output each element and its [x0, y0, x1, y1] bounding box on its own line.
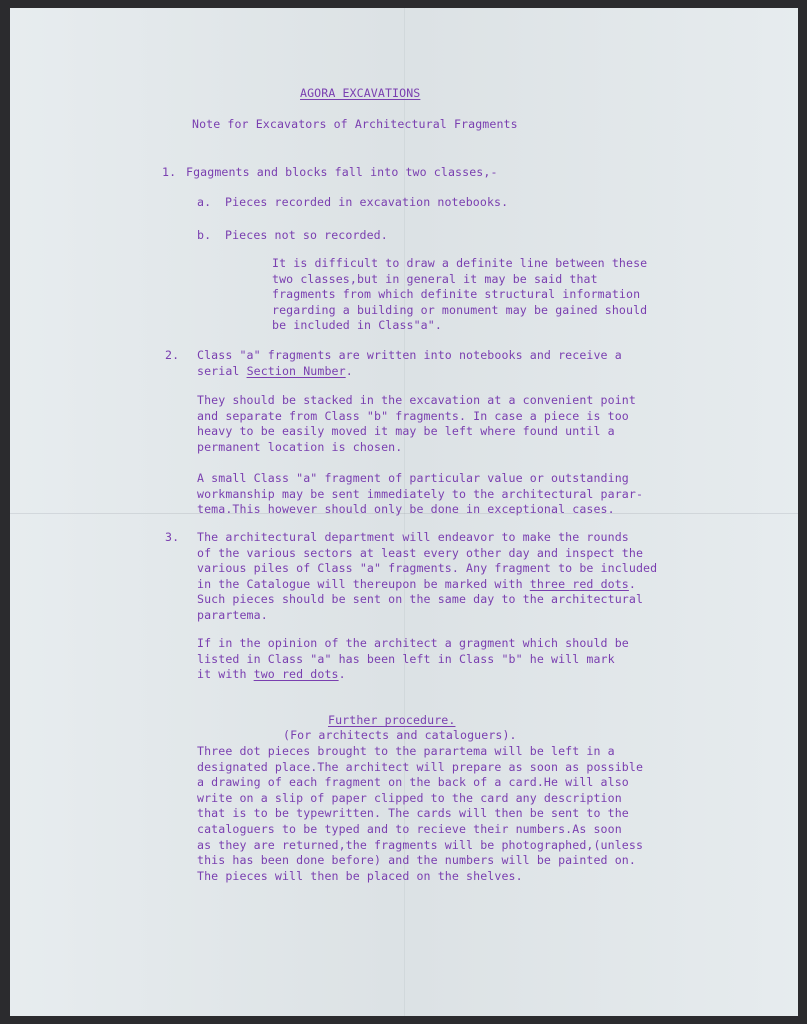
- text-line: that is to be typewritten. The cards will then be sent to the: [197, 806, 629, 821]
- section1-intro: Fgagments and blocks fall into two classes,-: [186, 165, 498, 179]
- text-line: It is difficult to draw a definite line between these: [272, 256, 648, 270]
- text-fragment: .: [628, 576, 636, 591]
- page-title: AGORA EXCAVATIONS: [300, 86, 421, 100]
- two-red-dots-term: two red dots: [253, 667, 339, 682]
- text-line: this has been done before) and the numbers will be painted on.: [197, 853, 636, 868]
- section1-note: [272, 256, 647, 334]
- text-line: Three dot pieces brought to the parartema will be left in a: [197, 744, 615, 758]
- text-line: regarding a building or monument may be gained should: [272, 302, 648, 317]
- section1-number: 1.: [162, 165, 177, 179]
- text-line: two classes,but in general it may be said that: [272, 271, 598, 286]
- further-subheading: (For architects and cataloguers).: [283, 728, 517, 742]
- page-subtitle: Note for Excavators of Architectural Fragments: [192, 117, 518, 131]
- item-a-marker: a.: [197, 195, 212, 209]
- text-line: The pieces will then be placed on the shelves.: [197, 868, 523, 883]
- item-a-text: Pieces recorded in excavation notebooks.: [225, 195, 509, 209]
- section2-number: 2.: [165, 348, 180, 362]
- text-line: cataloguers to be typed and to recieve their numbers.As soon: [197, 821, 622, 836]
- text-line: designated place.The architect will prepare as soon as possible: [197, 759, 644, 774]
- further-body: [197, 744, 643, 884]
- section2-para3: [197, 471, 643, 518]
- text-line: and separate from Class "b" fragments. In case a piece is too: [197, 408, 629, 423]
- section3-number: 3.: [165, 530, 180, 544]
- text-line: tema.This however should only be done in exceptional cases.: [197, 502, 615, 517]
- text-line: [197, 577, 657, 593]
- text-line: write on a slip of paper clipped to the card any description: [197, 790, 622, 805]
- text-line: If in the opinion of the architect a gragment which should be: [197, 636, 629, 650]
- text-fragment: .: [345, 363, 353, 378]
- text-line: workmanship may be sent immediately to the architectural parar-: [197, 486, 644, 501]
- item-b-text: Pieces not so recorded.: [225, 228, 388, 242]
- text-line: The architectural department will endeavor to make the rounds: [197, 530, 629, 544]
- text-line: They should be stacked in the excavation at a convenient point: [197, 393, 636, 407]
- text-line: be included in Class"a".: [272, 318, 442, 333]
- text-line: a drawing of each fragment on the back of a card.He will also: [197, 775, 629, 790]
- text-fragment: serial: [197, 363, 247, 378]
- text-line: heavy to be easily moved it may be left where found until a: [197, 424, 615, 439]
- text-fragment: it with: [197, 667, 254, 682]
- section-number-term: Section Number: [246, 363, 346, 378]
- three-red-dots-term: three red dots: [529, 576, 629, 591]
- section3-para2: [197, 636, 629, 683]
- text-fragment: .: [338, 667, 346, 682]
- text-line: fragments from which definite structural information: [272, 287, 641, 302]
- text-line: permanent location is chosen.: [197, 439, 403, 454]
- text-line: Class "a" fragments are written into notebooks and receive a: [197, 348, 622, 362]
- text-line: various piles of Class "a" fragments. Any fragment to be included: [197, 561, 658, 576]
- text-line: parartema.: [197, 607, 268, 622]
- section2-para1: [197, 348, 622, 379]
- text-line: of the various sectors at least every other day and inspect the: [197, 545, 644, 560]
- text-line: listed in Class "a" has been left in Class "b" he will mark: [197, 651, 615, 666]
- further-heading: Further procedure.: [328, 713, 456, 727]
- section3-para1: [197, 530, 657, 624]
- section2-para2: [197, 393, 636, 455]
- text-line: Such pieces should be sent on the same day to the architectural: [197, 592, 644, 607]
- item-b-marker: b.: [197, 228, 212, 242]
- text-line: A small Class "a" fragment of particular value or outstanding: [197, 471, 629, 485]
- text-line: as they are returned,the fragments will be photographed,(unless: [197, 837, 644, 852]
- text-line: [197, 667, 629, 683]
- text-fragment: in the Catalogue will thereupon be marked with: [197, 576, 530, 591]
- text-line: [197, 364, 622, 380]
